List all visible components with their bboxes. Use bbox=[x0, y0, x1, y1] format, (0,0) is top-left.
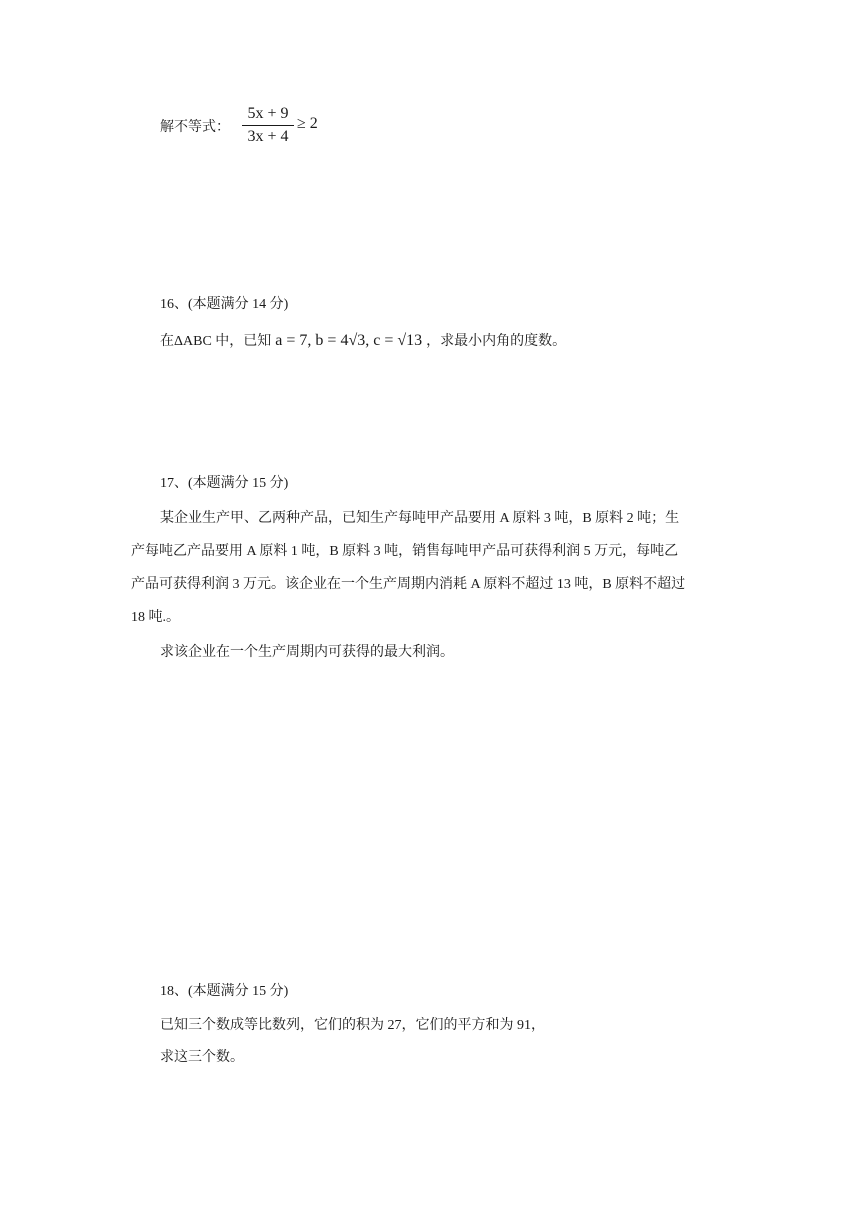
q17-line2: 产每吨乙产品要用 A 原料 1 吨，B 原料 3 吨，销售每吨甲产品可获得利润 5 万元，每吨乙 bbox=[131, 544, 679, 559]
q15-prompt: 解不等式： bbox=[160, 120, 230, 135]
q16-text-after: ，求最小内角的度数。 bbox=[426, 334, 567, 349]
q18-line1: 已知三个数成等比数列，它们的积为 27，它们的平方和为 91， bbox=[160, 1018, 545, 1033]
q15-denominator: 3x + 4 bbox=[247, 128, 289, 145]
q17-line4: 18 吨.。 bbox=[131, 610, 180, 625]
q16-math: a = 7, b = 4√3, c = √13 bbox=[275, 332, 423, 349]
q15-fraction bbox=[242, 104, 294, 147]
q15-rhs: ≥ 2 bbox=[297, 115, 318, 132]
q16-text bbox=[160, 330, 566, 350]
q17-question: 求该企业在一个生产周期内可获得的最大利润。 bbox=[160, 645, 454, 660]
q17-line1: 某企业生产甲、乙两种产品，已知生产每吨甲产品要用 A 原料 3 吨，B 原料 2 吨；生 bbox=[160, 511, 680, 526]
q17-line3: 产品可获得利润 3 万元。该企业在一个生产周期内消耗 A 原料不超过 13 吨，B 原料不超过 bbox=[131, 577, 686, 592]
q16-header: 16、(本题满分 14 分) bbox=[160, 297, 289, 312]
fraction-bar bbox=[242, 125, 294, 126]
q15-numerator: 5x + 9 bbox=[247, 105, 289, 122]
q16-text-before: 在ΔABC 中，已知 bbox=[160, 334, 272, 349]
q18-line2: 求这三个数。 bbox=[160, 1050, 244, 1065]
q17-header: 17、(本题满分 15 分) bbox=[160, 476, 289, 491]
q18-header: 18、(本题满分 15 分) bbox=[160, 984, 289, 999]
